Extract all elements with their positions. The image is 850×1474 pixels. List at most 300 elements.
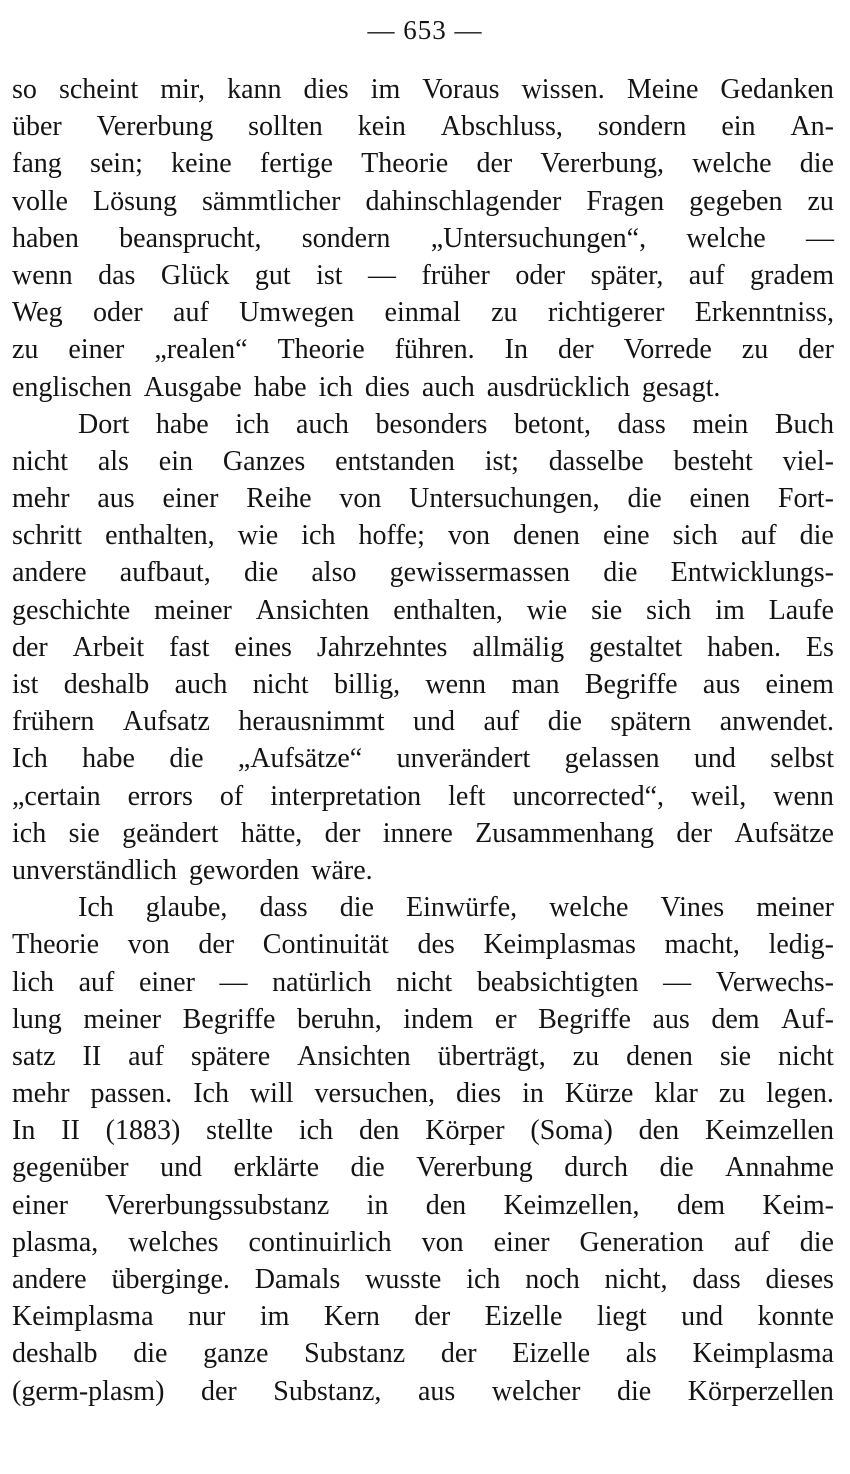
word: auch [421, 371, 475, 403]
text-line [12, 1075, 834, 1112]
word: die [659, 1152, 694, 1184]
word: entstanden [335, 445, 455, 477]
word: Zusammenhang [475, 817, 654, 849]
word: Buch [774, 408, 834, 440]
word: nicht [777, 1040, 834, 1072]
word: im [259, 1301, 290, 1333]
word: wenn [773, 780, 834, 812]
word: geschichte [12, 594, 131, 626]
word: klar [654, 1078, 698, 1110]
word: Keimzellen [704, 1115, 834, 1147]
word: ich [298, 1115, 334, 1147]
word: englischen [12, 371, 132, 403]
text-line [12, 257, 834, 294]
word: gesagt. [641, 371, 721, 403]
word: von [421, 1226, 464, 1258]
word: haben. [707, 631, 782, 663]
word: Vererbung [96, 111, 214, 143]
word: der [676, 817, 713, 849]
word: der [798, 334, 834, 366]
word: ausdrücklich [486, 371, 630, 403]
word: einer [138, 966, 195, 998]
word: auf [733, 1226, 770, 1258]
word: einmal [384, 297, 461, 329]
word: den [638, 1115, 680, 1147]
word: aus [97, 483, 135, 515]
word: die [169, 743, 204, 775]
word: Fort- [777, 483, 834, 515]
word: oder [515, 259, 566, 291]
word: Reihe [246, 483, 312, 515]
word: frühern [12, 706, 95, 738]
word: Glück [160, 259, 230, 291]
word: sondern [597, 111, 687, 143]
text-line [12, 1149, 834, 1186]
word: auf [128, 1040, 164, 1072]
word: ich [318, 371, 353, 403]
word: Umwegen [239, 297, 355, 329]
word: mehr [12, 483, 70, 515]
text-line [12, 740, 834, 777]
word: der [476, 148, 513, 180]
word: Eizelle [484, 1301, 563, 1333]
word: Keimzellen, [503, 1189, 640, 1221]
word: Es [805, 631, 834, 663]
word: die [339, 892, 374, 924]
word: Ich [12, 743, 48, 775]
word: Ganzes [222, 445, 306, 477]
word: dass [617, 408, 666, 440]
word: dies [303, 74, 349, 105]
word: ist; [484, 445, 519, 477]
word: Ich [78, 892, 114, 924]
word: Substanz [304, 1338, 406, 1370]
word: Keimplasma [12, 1301, 154, 1333]
word: beruhn, [296, 1003, 382, 1035]
text-line [12, 629, 834, 666]
word: Vererbungssubstanz [105, 1189, 330, 1221]
word: Dort [78, 408, 130, 440]
word: auch [296, 408, 349, 440]
word: sollten [248, 111, 323, 143]
word: Untersuchungen, [409, 483, 600, 515]
word: der [324, 817, 361, 849]
word: anwendet. [719, 706, 834, 738]
word: — [805, 222, 834, 254]
word: Aufsatz [122, 706, 210, 738]
word: ledig- [768, 929, 834, 961]
word: konnte [757, 1301, 834, 1333]
word: andere [12, 1264, 87, 1295]
word: selbst [770, 743, 834, 775]
word: durch [564, 1152, 628, 1184]
word: einer [68, 334, 125, 366]
text-line [12, 1261, 834, 1298]
text-line [12, 964, 834, 1001]
word: Annahme [725, 1152, 834, 1184]
word: der [414, 1301, 451, 1333]
word: meiner [83, 1003, 162, 1035]
text-line [12, 852, 834, 889]
word: oder [92, 297, 143, 329]
word: in [522, 1078, 544, 1110]
word: dieses [765, 1264, 834, 1295]
word: betont, [513, 408, 591, 440]
word: (1883) [105, 1115, 181, 1147]
text-line [12, 443, 834, 480]
text-line [12, 1373, 834, 1410]
word: interpretation [270, 780, 422, 812]
word: die [133, 1338, 168, 1370]
word: zu [12, 334, 39, 366]
word: left [448, 780, 486, 812]
word: Ansichten [255, 594, 370, 626]
word: welcher [491, 1375, 581, 1407]
text-line [12, 517, 834, 554]
word: als [625, 1338, 657, 1370]
word: nicht [12, 445, 68, 477]
word: nicht [252, 669, 309, 700]
word: über [12, 111, 62, 143]
word: keine [171, 148, 232, 180]
word: noch [525, 1264, 580, 1295]
word: ich [12, 817, 47, 849]
word: also [311, 557, 357, 589]
word: und [693, 743, 736, 775]
word: Kürze [564, 1078, 634, 1110]
word: Entwicklungs- [670, 557, 834, 589]
word: zu [807, 185, 834, 217]
word: richtigerer [547, 297, 665, 329]
word: besteht [673, 445, 753, 477]
word: fertige [259, 148, 333, 180]
word: der [557, 334, 594, 366]
word: mehr [12, 1078, 70, 1110]
word: natürlich [272, 966, 372, 998]
word: denen [626, 1040, 693, 1072]
word: glaube, [145, 892, 228, 924]
word: scheint [58, 74, 139, 105]
text-line [12, 1187, 834, 1224]
page-number: — 653 — [367, 15, 483, 45]
text-line [12, 145, 834, 182]
word: Begriffe [538, 1003, 631, 1035]
word: — [663, 966, 692, 998]
word: of [219, 780, 244, 812]
word: deshalb [12, 1338, 98, 1370]
word: wie [526, 594, 568, 626]
word: Lösung [93, 185, 178, 217]
word: Vorrede [623, 334, 712, 366]
word: Meine [626, 74, 699, 105]
word: wie [237, 520, 279, 552]
word: ich [235, 408, 270, 440]
word: welche [686, 222, 766, 254]
word: Keimplasma [692, 1338, 834, 1370]
word: beabsichtigten [476, 966, 639, 998]
word: schritt [12, 520, 82, 552]
word: Erkenntniss, [694, 297, 834, 329]
word: — [368, 259, 397, 291]
word: innere [382, 817, 453, 849]
word: liegt [596, 1301, 647, 1333]
word: habe [253, 371, 307, 403]
text-line [12, 1335, 834, 1372]
word: sich [646, 594, 692, 626]
word: lung [12, 1003, 62, 1035]
word: continuirlich [248, 1226, 392, 1258]
word: sie [68, 817, 100, 849]
word: der [440, 1338, 477, 1370]
word: beansprucht, [119, 222, 262, 254]
word: von [127, 929, 170, 961]
word: früher [421, 259, 490, 291]
word: (Soma) [530, 1115, 613, 1147]
word: eine [602, 520, 650, 552]
word: welche [692, 148, 772, 180]
word: im [715, 594, 745, 626]
word: auf [173, 297, 209, 329]
text-line [12, 778, 834, 815]
word: der [200, 1375, 237, 1407]
word: Vines [660, 892, 725, 924]
word: sondern [301, 222, 391, 254]
word: mein [692, 408, 749, 440]
word: einer [12, 1189, 68, 1221]
word: weil, [691, 780, 747, 812]
word: ganze [203, 1338, 269, 1370]
word: fang [12, 148, 62, 180]
word: gegenüber [12, 1152, 129, 1184]
word: einer [162, 483, 219, 515]
text-line [12, 71, 834, 108]
word: spätere [190, 1040, 271, 1072]
word: von [339, 483, 382, 515]
word: Damals [254, 1264, 341, 1295]
word: will [249, 1078, 294, 1110]
word: den [358, 1115, 400, 1147]
word: gelassen [564, 743, 660, 775]
word: hätte, [240, 817, 303, 849]
word: errors [127, 780, 193, 812]
word: geändert [122, 817, 219, 849]
word: als [97, 445, 129, 477]
word: in [366, 1189, 389, 1221]
word: gradem [750, 259, 834, 291]
word: mir, [160, 74, 206, 105]
word: meiner [154, 594, 232, 626]
word: sie [591, 594, 623, 626]
word: kann [227, 74, 282, 105]
word: auf [740, 520, 777, 552]
word: welches [128, 1226, 219, 1258]
word: überginge. [111, 1264, 230, 1295]
word: ich [301, 520, 336, 552]
text-line [12, 480, 834, 517]
word: Fragen [586, 185, 665, 217]
word: kein [357, 111, 406, 143]
word: ein [158, 445, 194, 477]
word: stellte [206, 1115, 274, 1147]
word: wäre. [311, 854, 373, 886]
word: geworden [188, 854, 300, 886]
word: haben [12, 222, 79, 254]
word: legen. [766, 1078, 834, 1110]
word: erklärte [233, 1152, 320, 1184]
word: Eizelle [512, 1338, 591, 1370]
body-text [12, 71, 834, 1410]
word: die [603, 557, 638, 589]
word: Arbeit [72, 631, 145, 663]
word: einer [493, 1226, 550, 1258]
word: von [447, 520, 490, 552]
word: uncorrected“, [512, 780, 665, 812]
word: Jahrzehntes [316, 631, 448, 663]
text-line [12, 554, 834, 591]
word: die [547, 706, 582, 738]
word: so [12, 74, 37, 105]
word: ein [721, 111, 756, 143]
text-line [12, 183, 834, 220]
word: dasselbe [548, 445, 644, 477]
word: habe [82, 743, 135, 775]
word: dass [692, 1264, 741, 1295]
word: Voraus [422, 74, 500, 105]
word: zu [491, 297, 518, 329]
word: der [12, 631, 48, 663]
word: hoffe; [358, 520, 425, 552]
word: gewissermassen [389, 557, 571, 589]
word: nicht [396, 966, 453, 998]
word: wenn [425, 669, 487, 700]
word: dahinschlagender [365, 185, 562, 217]
text-line [12, 1001, 834, 1038]
word: macht, [664, 929, 740, 961]
word: Abschluss, [440, 111, 563, 143]
text-line [12, 108, 834, 145]
word: herausnimmt [238, 706, 385, 738]
word: Gedanken [720, 74, 834, 105]
word: den [425, 1189, 467, 1221]
text-line [12, 406, 834, 443]
word: ist [12, 669, 39, 700]
text-line [12, 1038, 834, 1075]
word: einem [765, 669, 834, 700]
word: Vererbung [416, 1152, 533, 1184]
word: und [681, 1301, 724, 1333]
text-line [12, 666, 834, 703]
word: überträgt, [437, 1040, 546, 1072]
word: welche [549, 892, 629, 924]
word: indem [403, 1003, 474, 1035]
word: passen. [90, 1078, 173, 1110]
word: gut [254, 259, 291, 291]
word: Ich [193, 1078, 229, 1110]
text-line [12, 1224, 834, 1261]
word: Kern [323, 1301, 380, 1333]
word: Laufe [768, 594, 834, 626]
word: und [160, 1152, 203, 1184]
word: auf [78, 966, 115, 998]
word: Vererbung, [540, 148, 665, 180]
word: wusste [365, 1264, 442, 1295]
word: volle [12, 185, 68, 217]
text-line [12, 815, 834, 852]
text-line [12, 592, 834, 629]
text-line [12, 1298, 834, 1335]
word: nicht, [604, 1264, 668, 1295]
word: die [799, 520, 834, 552]
word: zu [741, 334, 769, 366]
word: sein; [89, 148, 143, 180]
word: allmälig [472, 631, 565, 663]
word: Keimplasmas [483, 929, 636, 961]
word: billig, [333, 669, 401, 700]
word: Begriffe [584, 669, 678, 700]
word: satz [12, 1040, 56, 1072]
word: Continuität [262, 929, 389, 961]
word: Weg [12, 297, 63, 329]
word: In [12, 1115, 36, 1147]
word: „certain [12, 780, 101, 812]
word: sämmtlicher [202, 185, 341, 217]
word: Theorie [277, 334, 365, 366]
word: des [417, 929, 455, 961]
word: dass [259, 892, 308, 924]
word: aus [702, 669, 741, 700]
word: „realen“ [154, 334, 248, 366]
word: unverändert [396, 743, 531, 775]
word: zu [718, 1078, 746, 1110]
word: wenn [12, 259, 73, 291]
word: später, [590, 259, 664, 291]
word: unverständlich [12, 854, 177, 886]
word: Einwürfe, [405, 892, 518, 924]
word: das [98, 259, 136, 291]
word: fast [169, 631, 210, 663]
word: dies [456, 1078, 502, 1110]
word: dem [711, 1003, 760, 1035]
text-line [12, 294, 834, 331]
text-line [12, 926, 834, 963]
word: die [243, 557, 279, 589]
word: Verwechs- [715, 966, 834, 998]
word: deshalb [63, 669, 150, 700]
word: die [799, 148, 834, 180]
word: andere [12, 557, 87, 589]
text-line [12, 369, 834, 406]
word: der [198, 929, 235, 961]
word: eines [234, 631, 292, 663]
word: gestaltet [588, 631, 683, 663]
word: dies [364, 371, 410, 403]
word: auf [483, 706, 520, 738]
text-line [12, 889, 834, 926]
word: und [413, 706, 456, 738]
word: führen. [394, 334, 475, 366]
word: ist [316, 259, 343, 291]
text-line [12, 703, 834, 740]
word: spätern [610, 706, 692, 738]
word: aus [652, 1003, 690, 1035]
word: habe [155, 408, 209, 440]
word: An- [790, 111, 834, 143]
word: denen [513, 520, 580, 552]
word: II [82, 1040, 102, 1072]
word: lich [12, 966, 54, 998]
word: Körper [425, 1115, 505, 1147]
word: II [61, 1115, 80, 1147]
